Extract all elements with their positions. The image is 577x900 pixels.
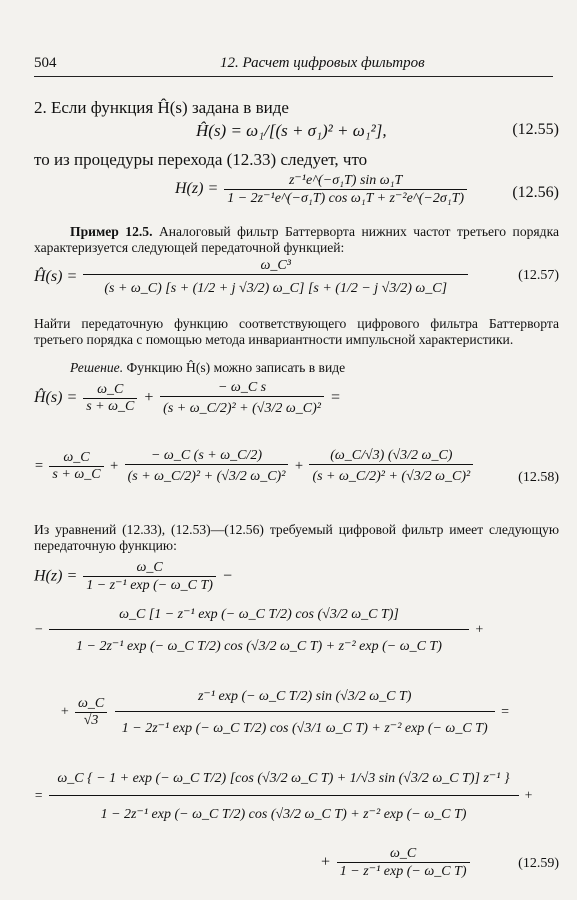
line4-lead: = xyxy=(34,787,44,803)
line4-denominator: 1 − 2z⁻¹ exp (− ω_C T/2) cos (√3/2 ω_C T) + z⁻² exp (− ω_C T) xyxy=(100,807,467,822)
line2-numerator: ω_C [1 − z⁻¹ exp (− ω_C T/2) cos (√3/2 ω_C T)] xyxy=(49,606,469,630)
line2-lead: − xyxy=(34,622,44,638)
eq-12-58-lhs: Ĥ(s) = xyxy=(34,389,78,407)
chapter-title: 12. Расчет цифровых фильтров xyxy=(220,55,425,71)
eq-12-58-row1-tail: = xyxy=(329,389,341,407)
line1-tail: − xyxy=(221,567,233,585)
row2-term3-numerator: (ω_C/√3) (√3/2 ω_C) xyxy=(309,448,473,465)
line3-coef-denominator: √3 xyxy=(83,713,99,728)
eq-12-55-number: (12.55) xyxy=(512,121,559,138)
example-paragraph xyxy=(34,224,559,256)
eq-12-59-line3 xyxy=(60,688,510,737)
task-text: Найти передаточную функцию соответствующего цифрового фильтра Баттерворта третьего порядка с помощью метода инвариантности импульсной характеристики. xyxy=(34,316,559,347)
eq-12-58-row2-term2 xyxy=(125,448,289,485)
line2-tail: + xyxy=(474,622,484,638)
line1-denominator: 1 − z⁻¹ exp (− ω_C T) xyxy=(86,578,213,593)
solution-text: Функцию Ĥ(s) можно записать в виде xyxy=(126,360,346,375)
row2-term1-denominator: s + ω_C xyxy=(52,467,101,482)
running-header xyxy=(34,55,553,75)
eq-12-55: Ĥ(s) = ω₁/[(s + σ₁)² + ω₁²], xyxy=(196,121,387,140)
line3-coef-numerator: ω_C xyxy=(75,696,107,713)
eq-12-59-line4-fraction xyxy=(49,770,519,823)
row2-term2-numerator: − ω_C (s + ω_C/2) xyxy=(125,448,289,465)
line3-lead: + xyxy=(60,704,70,720)
eq-12-59-line5-fraction xyxy=(337,846,470,880)
eq-12-57-number: (12.57) xyxy=(518,268,559,283)
eq-12-59-line5 xyxy=(320,846,472,880)
eq-12-56-denominator: 1 − 2z⁻¹e^(−σ₁T) cos ω₁T + z⁻²e^(−2σ₁T) xyxy=(227,191,465,206)
example-label: Пример 12.5. xyxy=(70,224,153,239)
eq-12-59-line1 xyxy=(34,560,233,594)
eq-12-58-term1 xyxy=(83,382,137,415)
eq-12-59-number: (12.59) xyxy=(518,856,559,871)
eq-12-58-row1: Ĥ(s) = $\frac{\omega\_C}{s + \omega\_C}$ + $\frac{\text{− ω\_C s}}{\text{(s + ω\_C/2)² + (√3/2 ω\_C)²}}$ = xyxy=(34,380,341,416)
item2-lead: 2. Если функция Ĥ(s) задана в виде xyxy=(34,98,289,117)
row2-term1-numerator: ω_C xyxy=(49,450,103,467)
eq-12-59-line2 xyxy=(34,606,484,655)
eq-12-59-line3-fraction xyxy=(115,688,495,737)
solution-paragraph xyxy=(34,360,559,376)
eq-12-57 xyxy=(34,258,470,297)
eq-12-59-lhs: H(z) = xyxy=(34,567,78,585)
eq-12-58-row2-term1 xyxy=(49,450,103,483)
line5-lead: + xyxy=(320,853,331,871)
row2-term2-denominator: (s + ω_C/2)² + (√3/2 ω_C)² xyxy=(127,469,286,484)
eq-12-56-number: (12.56) xyxy=(512,184,559,201)
eq-12-56-numerator: z⁻¹e^(−σ₁T) sin ω₁T xyxy=(224,172,467,190)
line5-denominator: 1 − z⁻¹ exp (− ω_C T) xyxy=(339,864,467,879)
line2-denominator: 1 − 2z⁻¹ exp (− ω_C T/2) cos (√3/2 ω_C T) + z⁻² exp (− ω_C T) xyxy=(76,639,442,654)
example-text: Аналоговый фильтр Баттерворта нижних частот третьего порядка характеризуется следующей передаточной функцией: xyxy=(34,224,560,255)
header-rule xyxy=(34,76,553,77)
line5-numerator: ω_C xyxy=(337,846,470,863)
line3-numerator: z⁻¹ exp (− ω_C T/2) sin (√3/2 ω_C T) xyxy=(115,688,495,712)
eq-12-57-numerator: ω_C³ xyxy=(83,258,468,275)
transition-text: то из процедуры перехода (12.33) следует, что xyxy=(34,150,368,169)
eq-12-58-row2: = $\frac{\omega\_C}{s + \omega\_C}$ + $\frac{- \omega\_C (s + \omega\_C/2)}{\text{(s + ω\_C/2)² + (√3/2 ω\_C)²}}$ + $\frac{(\omega\_C/√3) (√3/2 \omega\_C)}{\text{(s + ω\_C/2)² + (√3/2 ω\_C)²}}$ xyxy=(34,448,475,485)
eq-12-58-term2 xyxy=(160,380,324,417)
line4-numerator: ω_C { − 1 + exp (− ω_C T/2) [cos (√3/2 ω_C T) + 1/√3 sin (√3/2 ω_C T)] z⁻¹ } xyxy=(49,770,519,796)
eq-12-59-line2-fraction xyxy=(49,606,469,655)
term2-denominator: (s + ω_C/2)² + (√3/2 ω_C)² xyxy=(163,401,321,416)
term1-denominator: s + ω_C xyxy=(86,399,135,414)
eq-12-56-lhs: H(z) = xyxy=(175,180,219,198)
eq-12-57-lhs: Ĥ(s) = xyxy=(34,268,78,286)
line4-tail: + xyxy=(523,787,533,803)
line1-numerator: ω_C xyxy=(83,560,216,577)
eq-12-58-number: (12.58) xyxy=(518,470,559,485)
term2-numerator: − ω_C s xyxy=(160,380,324,397)
eq-12-56-fraction xyxy=(224,172,467,207)
term1-numerator: ω_C xyxy=(83,382,137,399)
equations-text: Из уравнений (12.33), (12.53)—(12.56) требуемый цифровой фильтр имеет следующую передаточную функцию: xyxy=(34,522,559,553)
line3-coefficient xyxy=(75,696,107,729)
eq-12-59-line4 xyxy=(34,770,533,823)
eq-12-59-line1-fraction xyxy=(83,560,216,594)
eq-12-56 xyxy=(175,172,469,207)
eq-12-57-denominator: (s + ω_C) [s + (1/2 + j √3/2) ω_C] [s + (1/2 − j √3/2) ω_C] xyxy=(104,281,448,296)
page-number: 504 xyxy=(34,55,57,71)
line3-denominator: 1 − 2z⁻¹ exp (− ω_C T/2) cos (√3/1 ω_C T) + z⁻² exp (− ω_C T) xyxy=(121,721,488,736)
eq-12-57-fraction xyxy=(83,258,468,297)
line3-tail: = xyxy=(500,704,510,720)
row2-term3-denominator: (s + ω_C/2)² + (√3/2 ω_C)² xyxy=(312,469,471,484)
solution-label: Решение. xyxy=(70,360,124,375)
eq-12-58-row2-term3 xyxy=(309,448,473,485)
eq-12-58-row2-lead: = xyxy=(34,457,44,474)
